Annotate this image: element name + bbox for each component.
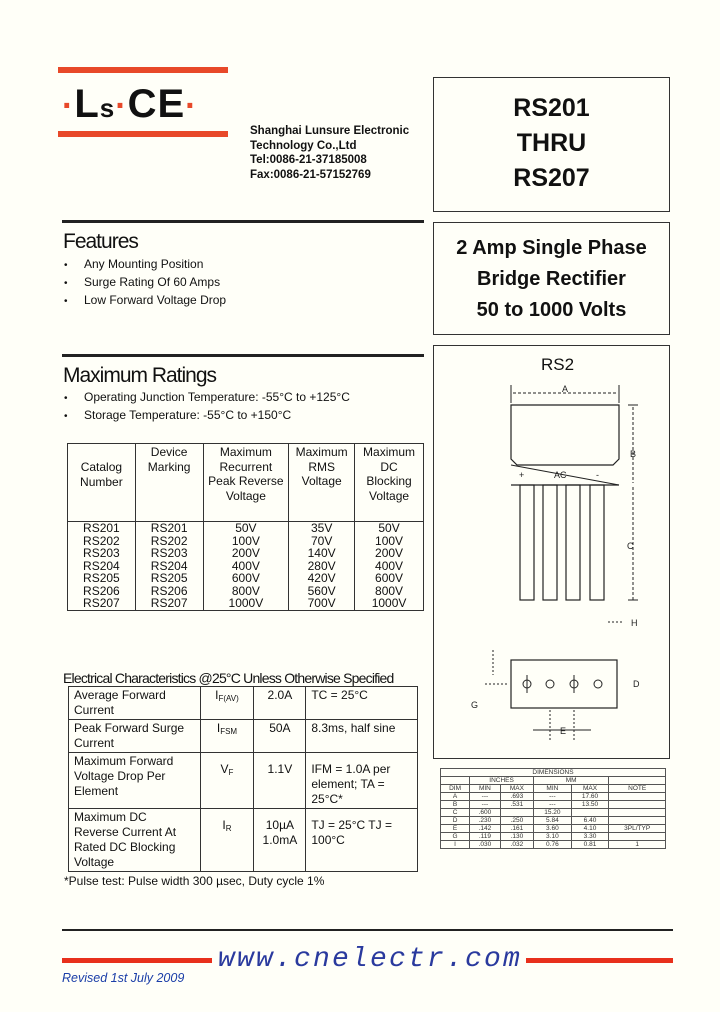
symbol: $V_F$ bbox=[200, 753, 254, 809]
cell: .119 bbox=[470, 833, 501, 841]
cell: RS206 bbox=[135, 585, 203, 598]
part-number-box bbox=[433, 77, 670, 212]
cell bbox=[609, 833, 666, 841]
th-peak-reverse: Maximum Recurrent Peak Reverse Voltage bbox=[203, 444, 289, 522]
cell: 1000V bbox=[203, 597, 289, 610]
cell: 4.10 bbox=[571, 825, 609, 833]
table-row bbox=[68, 547, 424, 560]
cell: I bbox=[441, 841, 470, 849]
symbol: $I_{F(AV)}$ bbox=[200, 687, 254, 720]
cell: MIN bbox=[534, 785, 572, 793]
cell: 0.76 bbox=[534, 841, 572, 849]
label-h: H bbox=[631, 618, 638, 628]
cell: RS202 bbox=[135, 535, 203, 548]
logo-bottom-bar bbox=[58, 131, 228, 137]
cell: NOTE bbox=[609, 785, 666, 793]
cell: 420V bbox=[289, 572, 355, 585]
cell: 600V bbox=[203, 572, 289, 585]
th-marking: Device Marking bbox=[135, 444, 203, 522]
features-list bbox=[64, 256, 226, 310]
value: 1.1V bbox=[254, 753, 306, 809]
cell: 100V bbox=[355, 535, 424, 548]
features-title: Features bbox=[63, 230, 138, 253]
cell: 140V bbox=[289, 547, 355, 560]
cell: RS207 bbox=[68, 597, 136, 610]
revision-date: Revised 1st July 2009 bbox=[62, 971, 185, 985]
th-catalog: Catalog Number bbox=[68, 444, 136, 522]
symbol: $I_R$ bbox=[200, 809, 254, 872]
table-row bbox=[441, 817, 666, 825]
cell: .032 bbox=[500, 841, 533, 849]
cell: 400V bbox=[355, 560, 424, 573]
ratings-title: Maximum Ratings bbox=[63, 364, 217, 387]
footer-red-line-left bbox=[62, 958, 212, 963]
cell bbox=[441, 777, 470, 785]
cell: 800V bbox=[355, 585, 424, 598]
cell: 0.81 bbox=[571, 841, 609, 849]
param: Maximum Forward Voltage Drop Per Element bbox=[69, 753, 201, 809]
cell: 3.10 bbox=[534, 833, 572, 841]
table-row bbox=[68, 597, 424, 610]
cell bbox=[609, 809, 666, 817]
table-row bbox=[69, 809, 418, 872]
cell: .230 bbox=[470, 817, 501, 825]
cell: 35V bbox=[289, 522, 355, 535]
cell: 100V bbox=[203, 535, 289, 548]
package-drawing bbox=[433, 345, 668, 757]
cell: --- bbox=[534, 801, 572, 809]
dim-group-mm: MM bbox=[534, 777, 609, 785]
cell: 700V bbox=[289, 597, 355, 610]
electrical-table bbox=[68, 686, 418, 872]
cell: RS206 bbox=[68, 585, 136, 598]
cell: A bbox=[441, 793, 470, 801]
part-line3: RS207 bbox=[513, 164, 590, 192]
label-minus: - bbox=[596, 470, 599, 480]
condition: TJ = 25°C TJ = 100°C bbox=[306, 809, 418, 872]
value: 2.0A bbox=[254, 687, 306, 720]
cell bbox=[571, 809, 609, 817]
cell: RS201 bbox=[135, 522, 203, 535]
pin-hole bbox=[594, 680, 602, 688]
condition: 8.3ms, half sine bbox=[306, 720, 418, 753]
table-row bbox=[441, 793, 666, 801]
cell: 560V bbox=[289, 585, 355, 598]
cell bbox=[609, 777, 666, 785]
cell: --- bbox=[534, 793, 572, 801]
package-body bbox=[511, 405, 619, 465]
ratings-note: • Storage Temperature: -55°C to +150°C bbox=[64, 407, 350, 425]
dim-title: DIMENSIONS bbox=[441, 769, 666, 777]
cell: --- bbox=[470, 793, 501, 801]
desc-line2: Bridge Rectifier bbox=[477, 268, 626, 290]
cell: 50V bbox=[203, 522, 289, 535]
dim-title-row bbox=[441, 769, 666, 777]
cell: MAX bbox=[571, 785, 609, 793]
cell bbox=[609, 801, 666, 809]
cell: RS203 bbox=[68, 547, 136, 560]
cell: RS202 bbox=[68, 535, 136, 548]
value: 10µA 1.0mA bbox=[254, 809, 306, 872]
ratings-notes bbox=[64, 389, 350, 425]
cell: 3.30 bbox=[571, 833, 609, 841]
cell: 15.20 bbox=[534, 809, 572, 817]
company-fax: Fax:0086-21-57152769 bbox=[250, 168, 371, 181]
cell: .030 bbox=[470, 841, 501, 849]
cell: MAX bbox=[500, 785, 533, 793]
value: 50A bbox=[254, 720, 306, 753]
part-line1: RS201 bbox=[513, 94, 590, 122]
cell: 200V bbox=[355, 547, 424, 560]
cell: 70V bbox=[289, 535, 355, 548]
cell: 6.40 bbox=[571, 817, 609, 825]
cell: 200V bbox=[203, 547, 289, 560]
cell: 50V bbox=[355, 522, 424, 535]
table-row bbox=[441, 825, 666, 833]
features-rule bbox=[62, 220, 424, 223]
pulse-test-note: *Pulse test: Pulse width 300 µsec, Duty cycle 1% bbox=[64, 874, 325, 888]
cell: 13.50 bbox=[571, 801, 609, 809]
th-rms: Maximum RMS Voltage bbox=[289, 444, 355, 522]
company-name-line1: Shanghai Lunsure Electronic bbox=[250, 125, 410, 137]
package-lead bbox=[543, 485, 557, 600]
param: Peak Forward Surge Current bbox=[69, 720, 201, 753]
label-d: D bbox=[633, 679, 640, 689]
electrical-title: Electrical Characteristics @25°C Unless Otherwise Specified bbox=[63, 670, 394, 686]
cell: 800V bbox=[203, 585, 289, 598]
condition: TC = 25°C bbox=[306, 687, 418, 720]
cell: 5.84 bbox=[534, 817, 572, 825]
ratings-note: • Operating Junction Temperature: -55°C to +125°C bbox=[64, 389, 350, 407]
cell: .693 bbox=[500, 793, 533, 801]
dim-header-row bbox=[441, 785, 666, 793]
label-e: E bbox=[560, 726, 567, 736]
cell: .531 bbox=[500, 801, 533, 809]
cell: .130 bbox=[500, 833, 533, 841]
package-lead bbox=[566, 485, 580, 600]
package-lead bbox=[590, 485, 604, 600]
table-row bbox=[441, 833, 666, 841]
table-row bbox=[68, 522, 424, 535]
logo-top-bar bbox=[58, 67, 228, 73]
website-link[interactable]: www.cnelectr.com bbox=[218, 944, 523, 975]
label-a: A bbox=[562, 384, 569, 394]
cell: .600 bbox=[470, 809, 501, 817]
cell: MIN bbox=[470, 785, 501, 793]
cell: RS207 bbox=[135, 597, 203, 610]
param: Average Forward Current bbox=[69, 687, 201, 720]
dimensions-table bbox=[440, 768, 666, 849]
feature-item: • Low Forward Voltage Drop bbox=[64, 292, 226, 310]
table-row bbox=[69, 687, 418, 720]
cell: 1 bbox=[609, 841, 666, 849]
label-b: B bbox=[630, 449, 637, 459]
cell: RS205 bbox=[135, 572, 203, 585]
table-row bbox=[441, 801, 666, 809]
condition: IFM = 1.0A per element; TA = 25°C* bbox=[306, 753, 418, 809]
table-row bbox=[68, 572, 424, 585]
cell: --- bbox=[470, 801, 501, 809]
symbol: $I_{FSM}$ bbox=[200, 720, 254, 753]
cell bbox=[500, 809, 533, 817]
ratings-rule bbox=[62, 354, 424, 357]
param: Maximum DC Reverse Current At Rated DC Blocking Voltage bbox=[69, 809, 201, 872]
cell: 600V bbox=[355, 572, 424, 585]
cell: 400V bbox=[203, 560, 289, 573]
footer-rule bbox=[62, 929, 673, 931]
table-row bbox=[441, 809, 666, 817]
table-row bbox=[69, 720, 418, 753]
cell: 17.60 bbox=[571, 793, 609, 801]
company-logo: ·Ls·CE· bbox=[62, 82, 198, 126]
company-info bbox=[250, 124, 409, 182]
feature-item: • Any Mounting Position bbox=[64, 256, 226, 274]
label-ac: AC bbox=[554, 470, 567, 480]
cell: .161 bbox=[500, 825, 533, 833]
package-lead bbox=[520, 485, 534, 600]
desc-line1: 2 Amp Single Phase bbox=[456, 237, 647, 259]
company-tel: Tel:0086-21-37185008 bbox=[250, 154, 367, 166]
description-box bbox=[433, 222, 670, 335]
cell: 280V bbox=[289, 560, 355, 573]
cell: B bbox=[441, 801, 470, 809]
cell: RS201 bbox=[68, 522, 136, 535]
cell: C bbox=[441, 809, 470, 817]
footer-red-line-right bbox=[526, 958, 673, 963]
label-plus: + bbox=[519, 470, 525, 480]
cell: D bbox=[441, 817, 470, 825]
cell: RS204 bbox=[135, 560, 203, 573]
dim-group-inches: INCHES bbox=[470, 777, 534, 785]
part-line2: THRU bbox=[516, 129, 587, 157]
package-name: RS2 bbox=[541, 355, 575, 374]
dim-group-row bbox=[441, 777, 666, 785]
cell: 3.60 bbox=[534, 825, 572, 833]
feature-item: • Surge Rating Of 60 Amps bbox=[64, 274, 226, 292]
ratings-header-row bbox=[68, 444, 424, 522]
th-dc-blocking: Maximum DC Blocking Voltage bbox=[355, 444, 424, 522]
cell: RS205 bbox=[68, 572, 136, 585]
cell bbox=[609, 793, 666, 801]
cell: .142 bbox=[470, 825, 501, 833]
label-c: C bbox=[627, 541, 634, 551]
ratings-table bbox=[67, 443, 424, 611]
pin-hole bbox=[546, 680, 554, 688]
desc-line3: 50 to 1000 Volts bbox=[476, 299, 627, 321]
cell: RS204 bbox=[68, 560, 136, 573]
cell: E bbox=[441, 825, 470, 833]
table-row bbox=[69, 753, 418, 809]
cell: DIM bbox=[441, 785, 470, 793]
company-name-line2: Technology Co.,Ltd bbox=[250, 139, 357, 152]
cell: G bbox=[441, 833, 470, 841]
table-row bbox=[441, 841, 666, 849]
label-g: G bbox=[471, 700, 479, 710]
cell: RS203 bbox=[135, 547, 203, 560]
cell: 1000V bbox=[355, 597, 424, 610]
cell: 3PL/TYP bbox=[609, 825, 666, 833]
cell bbox=[609, 817, 666, 825]
cell: .250 bbox=[500, 817, 533, 825]
